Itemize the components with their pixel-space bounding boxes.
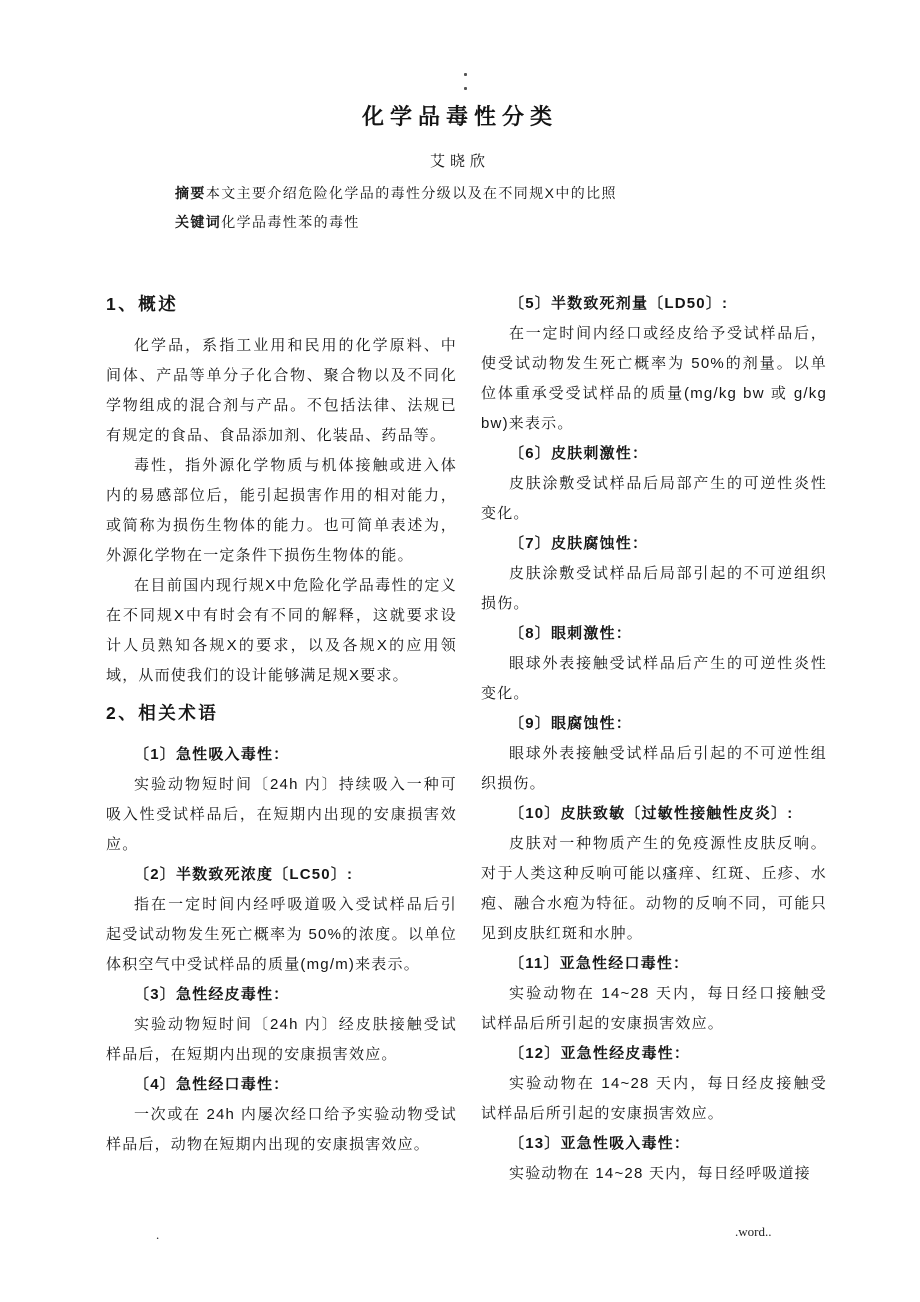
footer-watermark: .word.. <box>735 1224 772 1239</box>
paragraph: 在目前国内现行规X中危险化学品毒性的定义在不同规X中有时会有不同的解释，这就要求设计人员熟知各规X的要求，以及各规X的应用领域，从而使我们的设计能够满足规X要求。 <box>106 577 457 684</box>
abstract-text: 本文主要介绍危险化学品的毒性分级以及在不同规X中的比照 <box>205 185 617 201</box>
paragraph: 化学品，系指工业用和民用的化学原料、中间体、产品等单分子化合物、聚合物以及不同化学物组成的混合剂与产品。不包括法律、法规已有规定的食品、食品添加剂、化装品、药品等。 <box>106 337 457 444</box>
keywords-text: 化学品毒性苯的毒性 <box>221 214 360 230</box>
abstract-line <box>175 183 820 203</box>
term-heading: 〔2〕半数致死浓度〔LC50〕: <box>134 866 354 883</box>
paragraph: 眼球外表接触受试样品后引起的不可逆性组织损伤。 <box>481 745 827 792</box>
paragraph: 皮肤涂敷受试样品后局部引起的不可逆组织损伤。 <box>481 565 827 612</box>
paragraph: 皮肤对一种物质产生的免疫源性皮肤反响。对于人类这种反响可能以瘙痒、红斑、丘疹、水疱、融合水疱为特征。动物的反响不同，可能只见到皮肤红斑和水肿。 <box>481 835 827 942</box>
paragraph: 实验动物短时间〔24h 内〕持续吸入一种可吸入性受试样品后，在短期内出现的安康损害效应。 <box>106 776 457 853</box>
paragraph: 实验动物在 14~28 天内，每日经口接触受试样品后所引起的安康损害效应。 <box>481 985 827 1032</box>
paragraph: 实验动物在 14~28 天内，每日经皮接触受试样品后所引起的安康损害效应。 <box>481 1075 827 1122</box>
paragraph: 眼球外表接触受试样品后产生的可逆性炎性变化。 <box>481 655 827 702</box>
term-heading: 〔1〕急性吸入毒性： <box>134 746 290 763</box>
paragraph: 在一定时间内经口或经皮给予受试样品后，使受试动物发生死亡概率为 50%的剂量。以单位体重承受受试样品的质量(mg/kg bw 或 g/kg bw)来表示。 <box>481 325 827 432</box>
term-heading: 〔10〕皮肤致敏〔过敏性接触性皮炎〕: <box>509 805 794 822</box>
term-heading: 〔8〕眼刺激性： <box>509 625 632 642</box>
term-heading: 〔3〕急性经皮毒性： <box>134 986 290 1003</box>
paragraph: 皮肤涂敷受试样品后局部产生的可逆性炎性变化。 <box>481 475 827 522</box>
section-heading-overview: 1、概述 <box>106 294 179 314</box>
left-column <box>106 289 457 1160</box>
paragraph: 指在一定时间内经呼吸道吸入受试样品后引起受试动物发生死亡概率为 50%的浓度。以单位体积空气中受试样品的质量(mg/m)来表示。 <box>106 896 457 973</box>
term-heading: 〔11〕亚急性经口毒性： <box>509 955 690 972</box>
author-name: 艾晓欣 <box>429 153 490 170</box>
term-heading: 〔6〕皮肤刺激性： <box>509 445 649 462</box>
paragraph: 实验动物短时间〔24h 内〕经皮肤接触受试样品后，在短期内出现的安康损害效应。 <box>106 1016 457 1063</box>
section-heading-terms: 2、相关术语 <box>106 703 219 723</box>
document-title: 化学品毒性分类 <box>361 104 558 129</box>
term-heading: 〔9〕眼腐蚀性： <box>509 715 632 732</box>
keywords-label: 关键词 <box>175 214 222 230</box>
paragraph: 一次或在 24h 内屡次经口给予实验动物受试样品后，动物在短期内出现的安康损害效应。 <box>106 1106 457 1153</box>
term-heading: 〔13〕亚急性吸入毒性： <box>509 1135 691 1152</box>
term-heading: 〔7〕皮肤腐蚀性： <box>509 535 649 552</box>
term-heading: 〔12〕亚急性经皮毒性： <box>509 1045 691 1062</box>
keywords-line <box>175 212 820 232</box>
page-center-mark-bottom <box>464 87 467 90</box>
term-heading: 〔4〕急性经口毒性： <box>134 1076 290 1093</box>
paragraph: 实验动物在 14~28 天内，每日经呼吸道接 <box>509 1165 811 1182</box>
footer-left-mark: . <box>156 1227 160 1242</box>
paragraph: 毒性，指外源化学物质与机体接触或进入体内的易感部位后，能引起损害作用的相对能力，或简称为损伤生物体的能力。也可简单表述为，外源化学物在一定条件下损伤生物体的能。 <box>106 457 457 564</box>
abstract-label: 摘要 <box>175 185 206 201</box>
right-column <box>481 289 827 1189</box>
term-heading: 〔5〕半数致死剂量〔LD50〕: <box>509 295 729 312</box>
page-center-mark-top <box>464 73 467 76</box>
